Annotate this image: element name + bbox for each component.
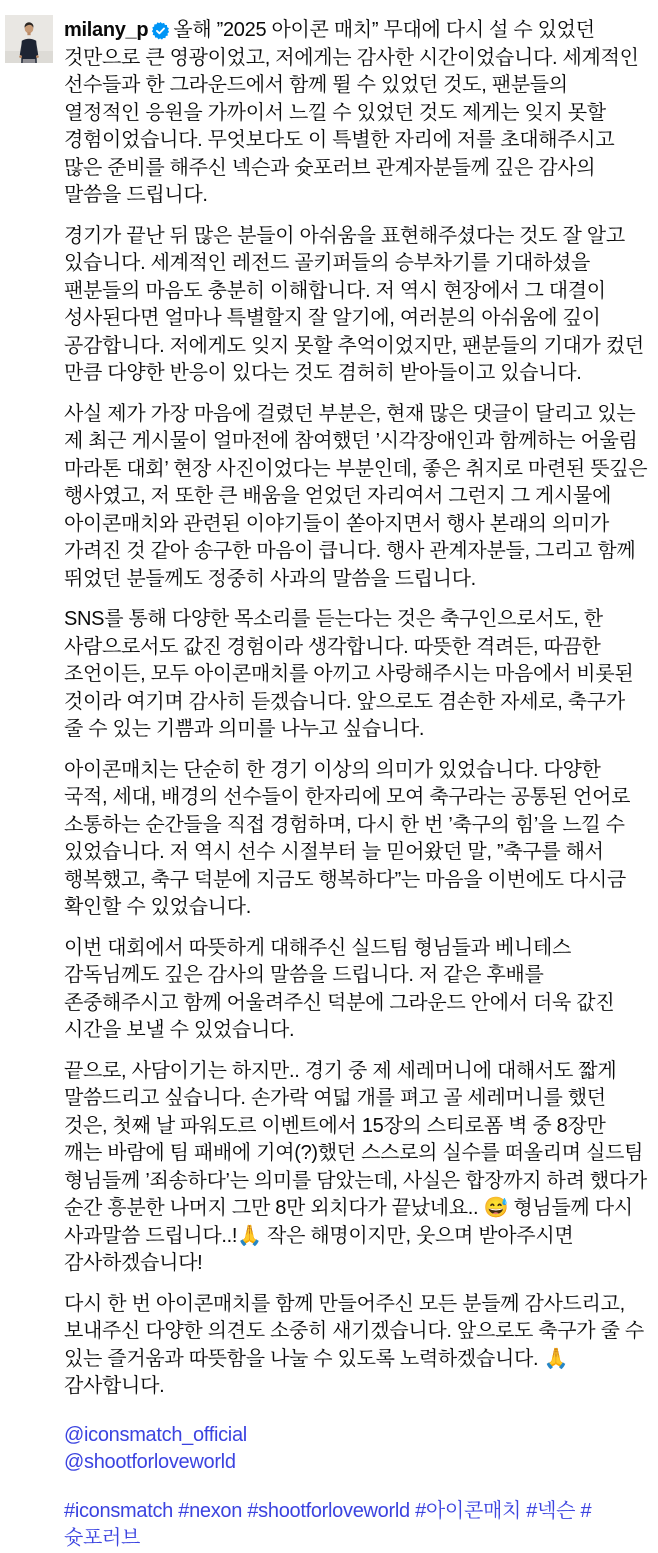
caption-paragraph: 아이콘매치는 단순히 한 경기 이상의 의미가 있었습니다. 다양한 국적, 세대, 배경의 선수들이 한자리에 모여 축구라는 공통된 언어로 소통하는 순간들을 직접 경험하며, 다시 한 번 ’축구의 힘’을 느낄 수 있었습니다. 저 역시 선수 시절부터 늘 믿어왔던 말, ”축구를 해서 행복했고, 축구 덕분에 지금도 행복하다”는 마음을 이번에도 다시금 확인할 수 있었습니다. xyxy=(64,758,631,918)
caption-paragraph: 경기가 끝난 뒤 많은 분들이 아쉬움을 표현해주셨다는 것도 잘 알고 있습니다. 세계적인 레전드 골키퍼들의 승부차기를 기대하셨을 팬분들의 마음도 충분히 이해합니다. 저 역시 현장에서 그 대결이 성사된다면 얼마나 특별할지 잘 알기에, 여러분의 아쉬움에 깊이 공감합니다. 저에게도 잊지 못할 추억이었지만, 팬분들의 기대가 컸던 만큼 다양한 반응이 있다는 것도 겸허히 받아들이고 있습니다. xyxy=(64,224,644,384)
hashtag-link[interactable]: #슛포러브 xyxy=(64,1499,592,1549)
mentions-block xyxy=(64,1422,648,1477)
hashtag-link[interactable]: #넥슨 xyxy=(526,1499,576,1522)
caption-paragraph-lead xyxy=(64,17,648,210)
mention-link[interactable]: @shootforloveworld xyxy=(64,1451,236,1473)
verified-badge-icon xyxy=(152,22,169,39)
caption-body xyxy=(64,223,648,1401)
hashtag-link[interactable]: #아이콘매치 xyxy=(415,1499,522,1522)
caption-paragraph: SNS를 통해 다양한 목소리를 듣는다는 것은 축구인으로서도, 한 사람으로서도 값진 경험이라 생각합니다. 따뜻한 격려든, 따끔한 조언이든, 모두 아이콘매치를 아끼고 사랑해주시는 마음에서 비롯된 것이라 여기며 감사히 듣겠습니다. 앞으로도 겸손한 자세로, 축구가 줄 수 있는 기쁨과 의미를 나누고 싶습니다. xyxy=(64,608,634,740)
caption-paragraph: 이번 대회에서 따뜻하게 대해주신 실드팀 형님들과 베니테스 감독님께도 깊은 감사의 말씀을 드립니다. 저 같은 후배를 존중해주시고 함께 어울려주신 덕분에 그라운드 안에서 더욱 값진 시간을 보낼 수 있었습니다. xyxy=(64,936,615,1041)
avatar-photo xyxy=(5,15,53,63)
hashtag-link[interactable]: #iconsmatch xyxy=(64,1499,173,1522)
caption-paragraph: 사실 제가 가장 마음에 걸렸던 부분은, 현재 많은 댓글이 달리고 있는 제 최근 게시물이 얼마전에 참여했던 ’시각장애인과 함께하는 어울림 마라톤 대회’ 현장 사진이었다는 부분인데, 좋은 취지로 마련된 뜻깊은 행사였고, 저 또한 큰 배움을 얻었던 자리여서 그런지 그 게시물에 아이콘매치와 관련된 이야기들이 쏟아지면서 행사 본래의 의미가 가려진 것 같아 송구한 마음이 큽니다. 행사 관계자분들, 그리고 함께 뛰었던 분들께도 정중히 사과의 말씀을 드립니다. xyxy=(64,402,648,590)
caption xyxy=(64,17,648,1553)
mention-link[interactable]: @iconsmatch_official xyxy=(64,1423,247,1446)
caption-paragraph: 다시 한 번 아이콘매치를 함께 만들어주신 모든 분들께 감사드리고, 보내주신 다양한 의견도 소중히 새기겠습니다. 앞으로도 축구가 줄 수 있는 즐거움과 따뜻함을 나눌 수 있도록 노력하겠습니다. 🙏 감사합니다. xyxy=(64,1292,644,1397)
hashtag-link[interactable]: #shootforloveworld xyxy=(247,1499,410,1522)
hashtag-link[interactable]: #nexon xyxy=(178,1499,243,1522)
avatar[interactable] xyxy=(5,15,53,63)
hashtags-block xyxy=(64,1498,648,1553)
caption-text: 올해 ”2025 아이콘 매치” 무대에 다시 설 수 있었던 것만으로 큰 영광이었고, 저에게는 감사한 시간이었습니다. 세계적인 선수들과 한 그라운드에서 함께 뛸 수 있었던 것도, 팬분들의 열정적인 응원을 가까이서 느낄 수 있었던 것도 제게는 잊지 못할 경험이었습니다. 무엇보다도 이 특별한 자리에 저를 초대해주시고 많은 준비를 해주신 넥슨과 슛포러브 관계자분들께 깊은 감사의 말씀을 드립니다. xyxy=(64,19,639,206)
username-link[interactable]: milany_p xyxy=(64,19,149,41)
caption-paragraph: 끝으로, 사담이기는 하지만.. 경기 중 제 세레머니에 대해서도 짧게 말씀드리고 싶습니다. 손가락 여덟 개를 펴고 골 세레머니를 했던 것은, 첫째 날 파워도르 이벤트에서 15장의 스티로폼 벽 중 8장만 깨는 바람에 팀 패배에 기여(?)했던 스스로의 실수를 떠올리며 실드팀 형님들께 ’죄송하다’는 의미를 담았는데, 사실은 합장까지 하려 했다가 순간 흥분한 나머지 그만 8만 외치다가 끝났네요.. 😅 형님들께 다시 사과말씀 드립니다..!🙏 작은 해명이지만, 웃으며 받아주시면 감사하겠습니다! xyxy=(64,1059,647,1274)
